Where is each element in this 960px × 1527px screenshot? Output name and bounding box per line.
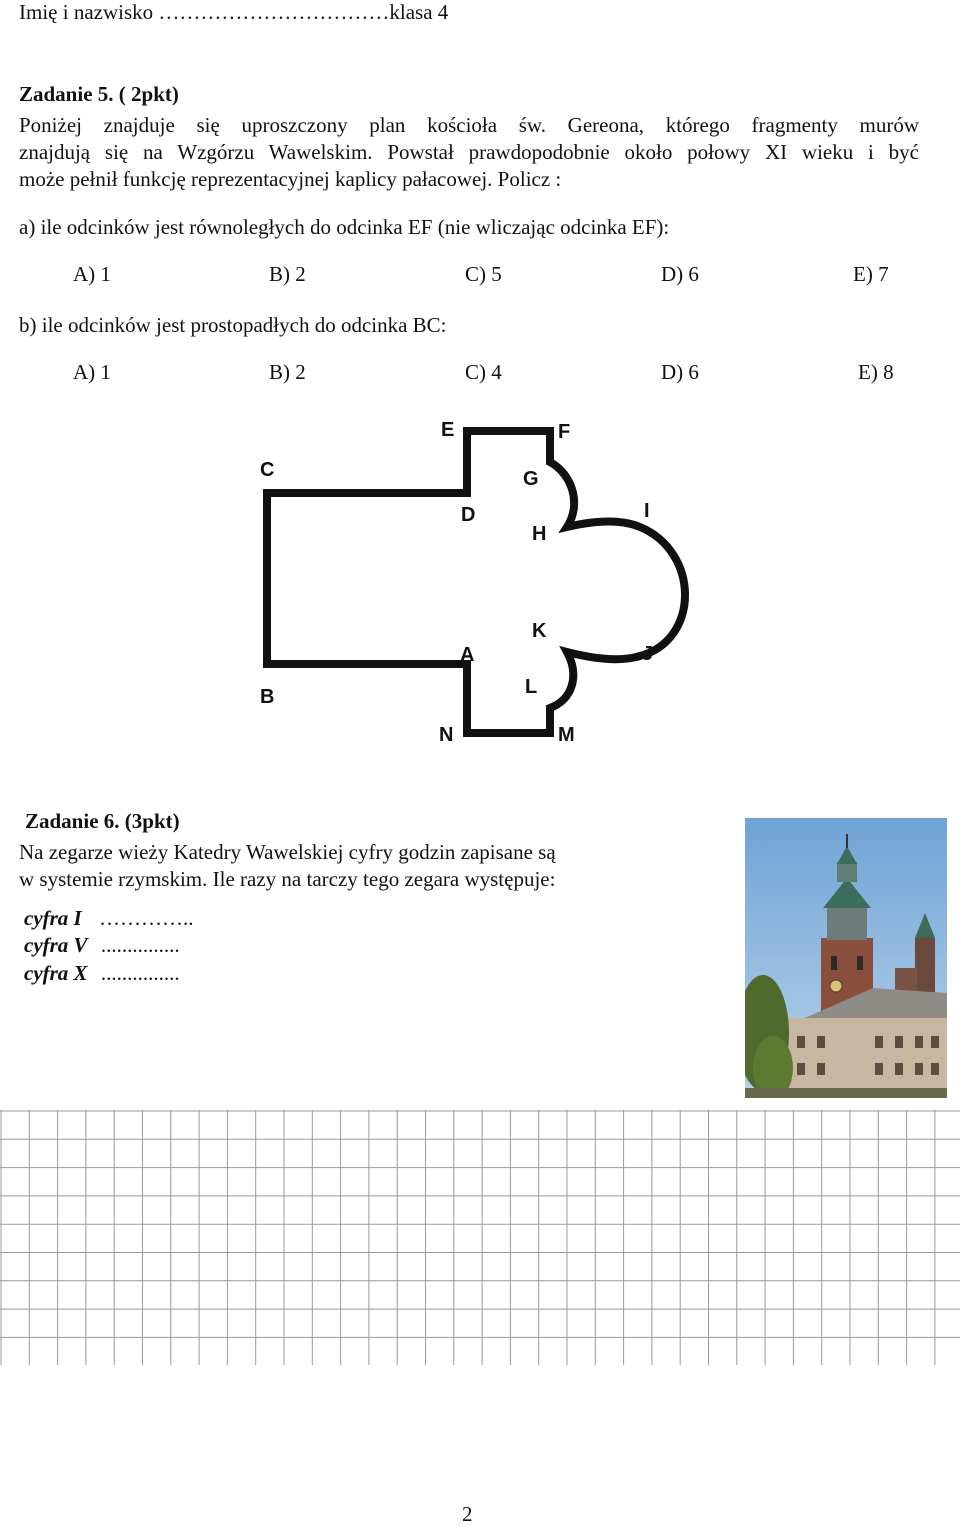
squared-work-area[interactable] <box>0 1110 960 1365</box>
label-F: F <box>558 421 571 443</box>
answer-b-option-1: A) 1 <box>73 360 111 384</box>
answer-a-option-2: B) 2 <box>269 262 306 286</box>
answer-a-option-1: A) 1 <box>73 262 111 286</box>
label-J: J <box>642 643 654 665</box>
answer-a-option-4: D) 6 <box>661 262 699 286</box>
label-N: N <box>439 724 454 746</box>
label-C: C <box>260 459 275 481</box>
label-H: H <box>532 523 547 545</box>
label-I: I <box>644 500 650 522</box>
answer-b-option-2: B) 2 <box>269 360 306 384</box>
item-label: cyfra V <box>24 933 88 957</box>
answer-a-option-5: E) 7 <box>853 262 889 286</box>
label-G: G <box>523 468 539 490</box>
label-M: M <box>558 724 575 746</box>
task5-intro-line-1: Poniżej znajduje się uproszczony plan kościoła św. Gereona, którego fragmenty murów <box>19 113 919 137</box>
label-K: K <box>532 620 547 642</box>
name-class-line: Imię i nazwisko ……………………………klasa 4 <box>19 0 449 24</box>
answer-a-option-3: C) 5 <box>465 262 502 286</box>
label-D: D <box>461 504 476 526</box>
label-B: B <box>260 686 275 708</box>
task6-item-1 <box>24 906 193 931</box>
question-a: a) ile odcinków jest równoległych do odcinka EF (nie wliczając odcinka EF): <box>19 215 670 239</box>
task6-title: Zadanie 6. (3pkt) <box>25 809 180 833</box>
task5-intro-line-3: może pełnił funkcję reprezentacyjnej kaplicy pałacowej. Policz : <box>19 167 562 191</box>
answer-b-option-4: D) 6 <box>661 360 699 384</box>
question-b: b) ile odcinków jest prostopadłych do odcinka BC: <box>19 313 447 337</box>
answer-b-option-3: C) 4 <box>465 360 502 384</box>
label-A: A <box>460 644 475 666</box>
label-L: L <box>525 676 538 698</box>
answer-blank: ............... <box>100 961 180 985</box>
page-number: 2 <box>462 1502 473 1526</box>
item-label: cyfra I <box>24 906 82 930</box>
task5-intro-line-2: znajdują się na Wzgórzu Wawelskim. Powstał prawdopodobnie około połowy XI wieku i być <box>19 140 919 164</box>
answer-blank: ............... <box>100 933 180 957</box>
label-E: E <box>441 419 455 441</box>
task6-item-2 <box>24 933 180 958</box>
church-outline <box>267 431 685 733</box>
task6-text-line-1: Na zegarze wieży Katedry Wawelskiej cyfry godzin zapisane są <box>19 840 556 864</box>
wawel-cathedral-photo <box>745 818 947 1098</box>
answer-b-option-5: E) 8 <box>858 360 894 384</box>
task6-text-line-2: w systemie rzymskim. Ile razy na tarczy tego zegara występuje: <box>19 867 556 891</box>
task6-item-3 <box>24 961 180 986</box>
answer-blank: ………….. <box>98 906 194 930</box>
item-label: cyfra X <box>24 961 88 985</box>
task5-title: Zadanie 5. ( 2pkt) <box>19 82 179 106</box>
